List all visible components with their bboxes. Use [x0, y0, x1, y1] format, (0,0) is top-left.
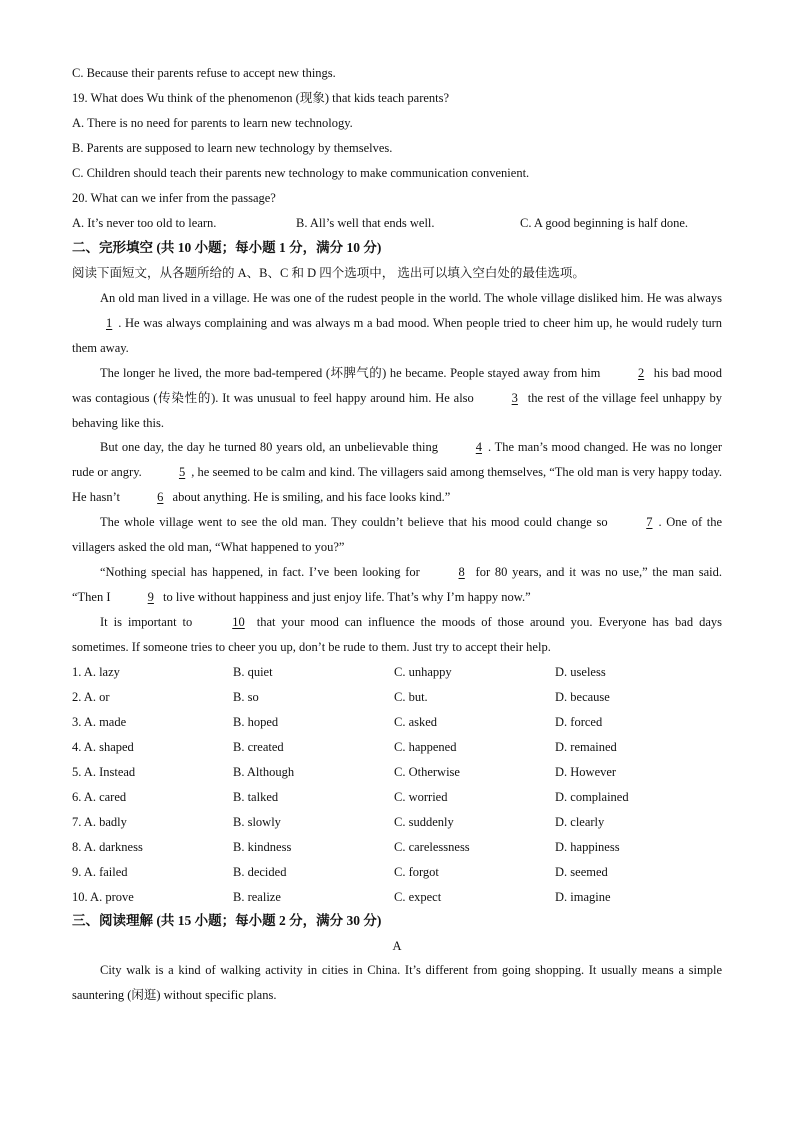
- cloze-text: “Nothing special has happened, in fact. I’ve been looking for: [100, 565, 425, 579]
- cloze-paragraph-5: [72, 560, 722, 610]
- blank-5: 5: [178, 465, 186, 479]
- option-4-d: D. remained: [555, 740, 617, 754]
- cloze-text: that your mood can influence the moods of those around you. Everyone has bad days sometimes. If someone tries to cheer you up, don’t be rude to them. Just try to accept their help.: [72, 615, 722, 654]
- option-4-c: C. happened: [394, 740, 457, 754]
- option-3-a: 3. A. made: [72, 715, 127, 729]
- q18-option-c: C. Because their parents refuse to accept new things.: [72, 66, 336, 80]
- blank-1: 1: [106, 316, 113, 330]
- blank-9: 9: [147, 590, 154, 604]
- option-2-c: C. but.: [394, 690, 428, 704]
- blank-4: 4: [475, 440, 483, 454]
- q20-stem: 20. What can we infer from the passage?: [72, 191, 276, 205]
- option-10-a: 10. A. prove: [72, 890, 134, 904]
- option-10-c: C. expect: [394, 890, 442, 904]
- option-6-b: B. talked: [233, 790, 279, 804]
- cloze-text: . He was always complaining and was always m a bad mood. When people tried to cheer him up, he would rudely turn them away.: [72, 316, 722, 355]
- cloze-paragraph-2: [72, 361, 722, 436]
- section2-title: 二、完形填空 (共 10 小题；每小题 1 分，满分 10 分): [72, 240, 382, 255]
- cloze-text: his bad mood was contagious (传染性的). It was unusual to feel happy around him. He also: [72, 366, 722, 405]
- option-9-c: C. forgot: [394, 865, 439, 879]
- option-3-d: D. forced: [555, 715, 603, 729]
- option-5-b: B. Although: [233, 765, 295, 779]
- option-2-b: B. so: [233, 690, 259, 704]
- cloze-text: . One of the villagers asked the old man, “What happened to you?”: [72, 515, 722, 554]
- reading-paragraph-1: City walk is a kind of walking activity in cities in China. It’s different from going shopping. It usually means a simple sauntering (闲逛) without specific plans.: [72, 963, 722, 1002]
- q19-option-b: B. Parents are supposed to learn new technology by themselves.: [72, 141, 393, 155]
- q19-option-a: A. There is no need for parents to learn new technology.: [72, 116, 353, 130]
- blank-2: 2: [637, 366, 645, 380]
- option-5-c: C. Otherwise: [394, 765, 460, 779]
- cloze-paragraph-1: [72, 286, 722, 361]
- option-9-b: B. decided: [233, 865, 287, 879]
- q19-option-c: C. Children should teach their parents new technology to make communication convenient.: [72, 166, 530, 180]
- cloze-text: The whole village went to see the old man. They couldn’t believe that his mood could change so: [100, 515, 613, 529]
- cloze-paragraph-6: [72, 610, 722, 660]
- cloze-text: the rest of the village feel unhappy by behaving like this.: [72, 391, 722, 430]
- option-10-b: B. realize: [233, 890, 281, 904]
- option-3-b: B. hoped: [233, 715, 279, 729]
- cloze-paragraph-3: [72, 435, 722, 510]
- option-7-b: B. slowly: [233, 815, 281, 829]
- section3-title: 三、阅读理解 (共 15 小题；每小题 2 分，满分 30 分): [72, 913, 382, 928]
- option-8-a: 8. A. darkness: [72, 840, 143, 854]
- option-1-d: D. useless: [555, 665, 606, 679]
- cloze-paragraph-4: [72, 510, 722, 560]
- q20-option-a: A. It’s never too old to learn.: [72, 216, 217, 230]
- option-9-d: D. seemed: [555, 865, 608, 879]
- option-4-b: B. created: [233, 740, 284, 754]
- q19-stem: 19. What does Wu think of the phenomenon (现象) that kids teach parents?: [72, 91, 450, 105]
- option-5-d: D. However: [555, 765, 617, 779]
- passage-label: A: [392, 939, 402, 953]
- blank-3: 3: [511, 391, 518, 405]
- blank-10: 10: [232, 615, 245, 629]
- cloze-text: for 80 years, and it was no use,” the man said. “Then I: [72, 565, 722, 604]
- option-7-a: 7. A. badly: [72, 815, 127, 829]
- option-7-d: D. clearly: [555, 815, 605, 829]
- option-7-c: C. suddenly: [394, 815, 454, 829]
- cloze-text: The longer he lived, the more bad-tempered (坏脾气的) he became. People stayed away from him: [100, 366, 604, 380]
- option-6-a: 6. A. cared: [72, 790, 127, 804]
- option-2-d: D. because: [555, 690, 610, 704]
- option-1-a: 1. A. lazy: [72, 665, 120, 679]
- option-1-c: C. unhappy: [394, 665, 452, 679]
- blank-7: 7: [646, 515, 653, 529]
- cloze-text: about anything. He is smiling, and his face looks kind.”: [169, 490, 451, 504]
- option-8-b: B. kindness: [233, 840, 292, 854]
- option-2-a: 2. A. or: [72, 690, 110, 704]
- q20-option-c: C. A good beginning is half done.: [520, 216, 689, 230]
- cloze-text: , he seemed to be calm and kind. The villagers said among themselves, “The old man is very happy today. He hasn’t: [72, 465, 723, 504]
- option-3-c: C. asked: [394, 715, 438, 729]
- cloze-text: to live without happiness and just enjoy life. That’s why I’m happy now.”: [159, 590, 531, 604]
- cloze-text: But one day, the day he turned 80 years old, an unbelievable thing: [100, 440, 442, 454]
- blank-6: 6: [157, 490, 164, 504]
- cloze-text: An old man lived in a village. He was one of the rudest people in the world. The whole village disliked him. He was always: [100, 291, 722, 305]
- option-9-a: 9. A. failed: [72, 865, 128, 879]
- cloze-text: It is important to: [100, 615, 199, 629]
- option-8-c: C. carelessness: [394, 840, 470, 854]
- option-10-d: D. imagine: [555, 890, 611, 904]
- blank-8: 8: [458, 565, 465, 579]
- option-5-a: 5. A. Instead: [72, 765, 136, 779]
- option-8-d: D. happiness: [555, 840, 620, 854]
- section2-instruction: 阅读下面短文，从各题所给的 A、B、C 和 D 四个选项中， 选出可以填入空白处的最佳选项。: [72, 266, 585, 280]
- option-4-a: 4. A. shaped: [72, 740, 134, 754]
- q20-option-b: B. All’s well that ends well.: [296, 216, 435, 230]
- option-6-d: D. complained: [555, 790, 629, 804]
- cloze-text: . The man’s mood changed. He was no longer rude or angry.: [72, 440, 722, 479]
- option-6-c: C. worried: [394, 790, 448, 804]
- option-1-b: B. quiet: [233, 665, 273, 679]
